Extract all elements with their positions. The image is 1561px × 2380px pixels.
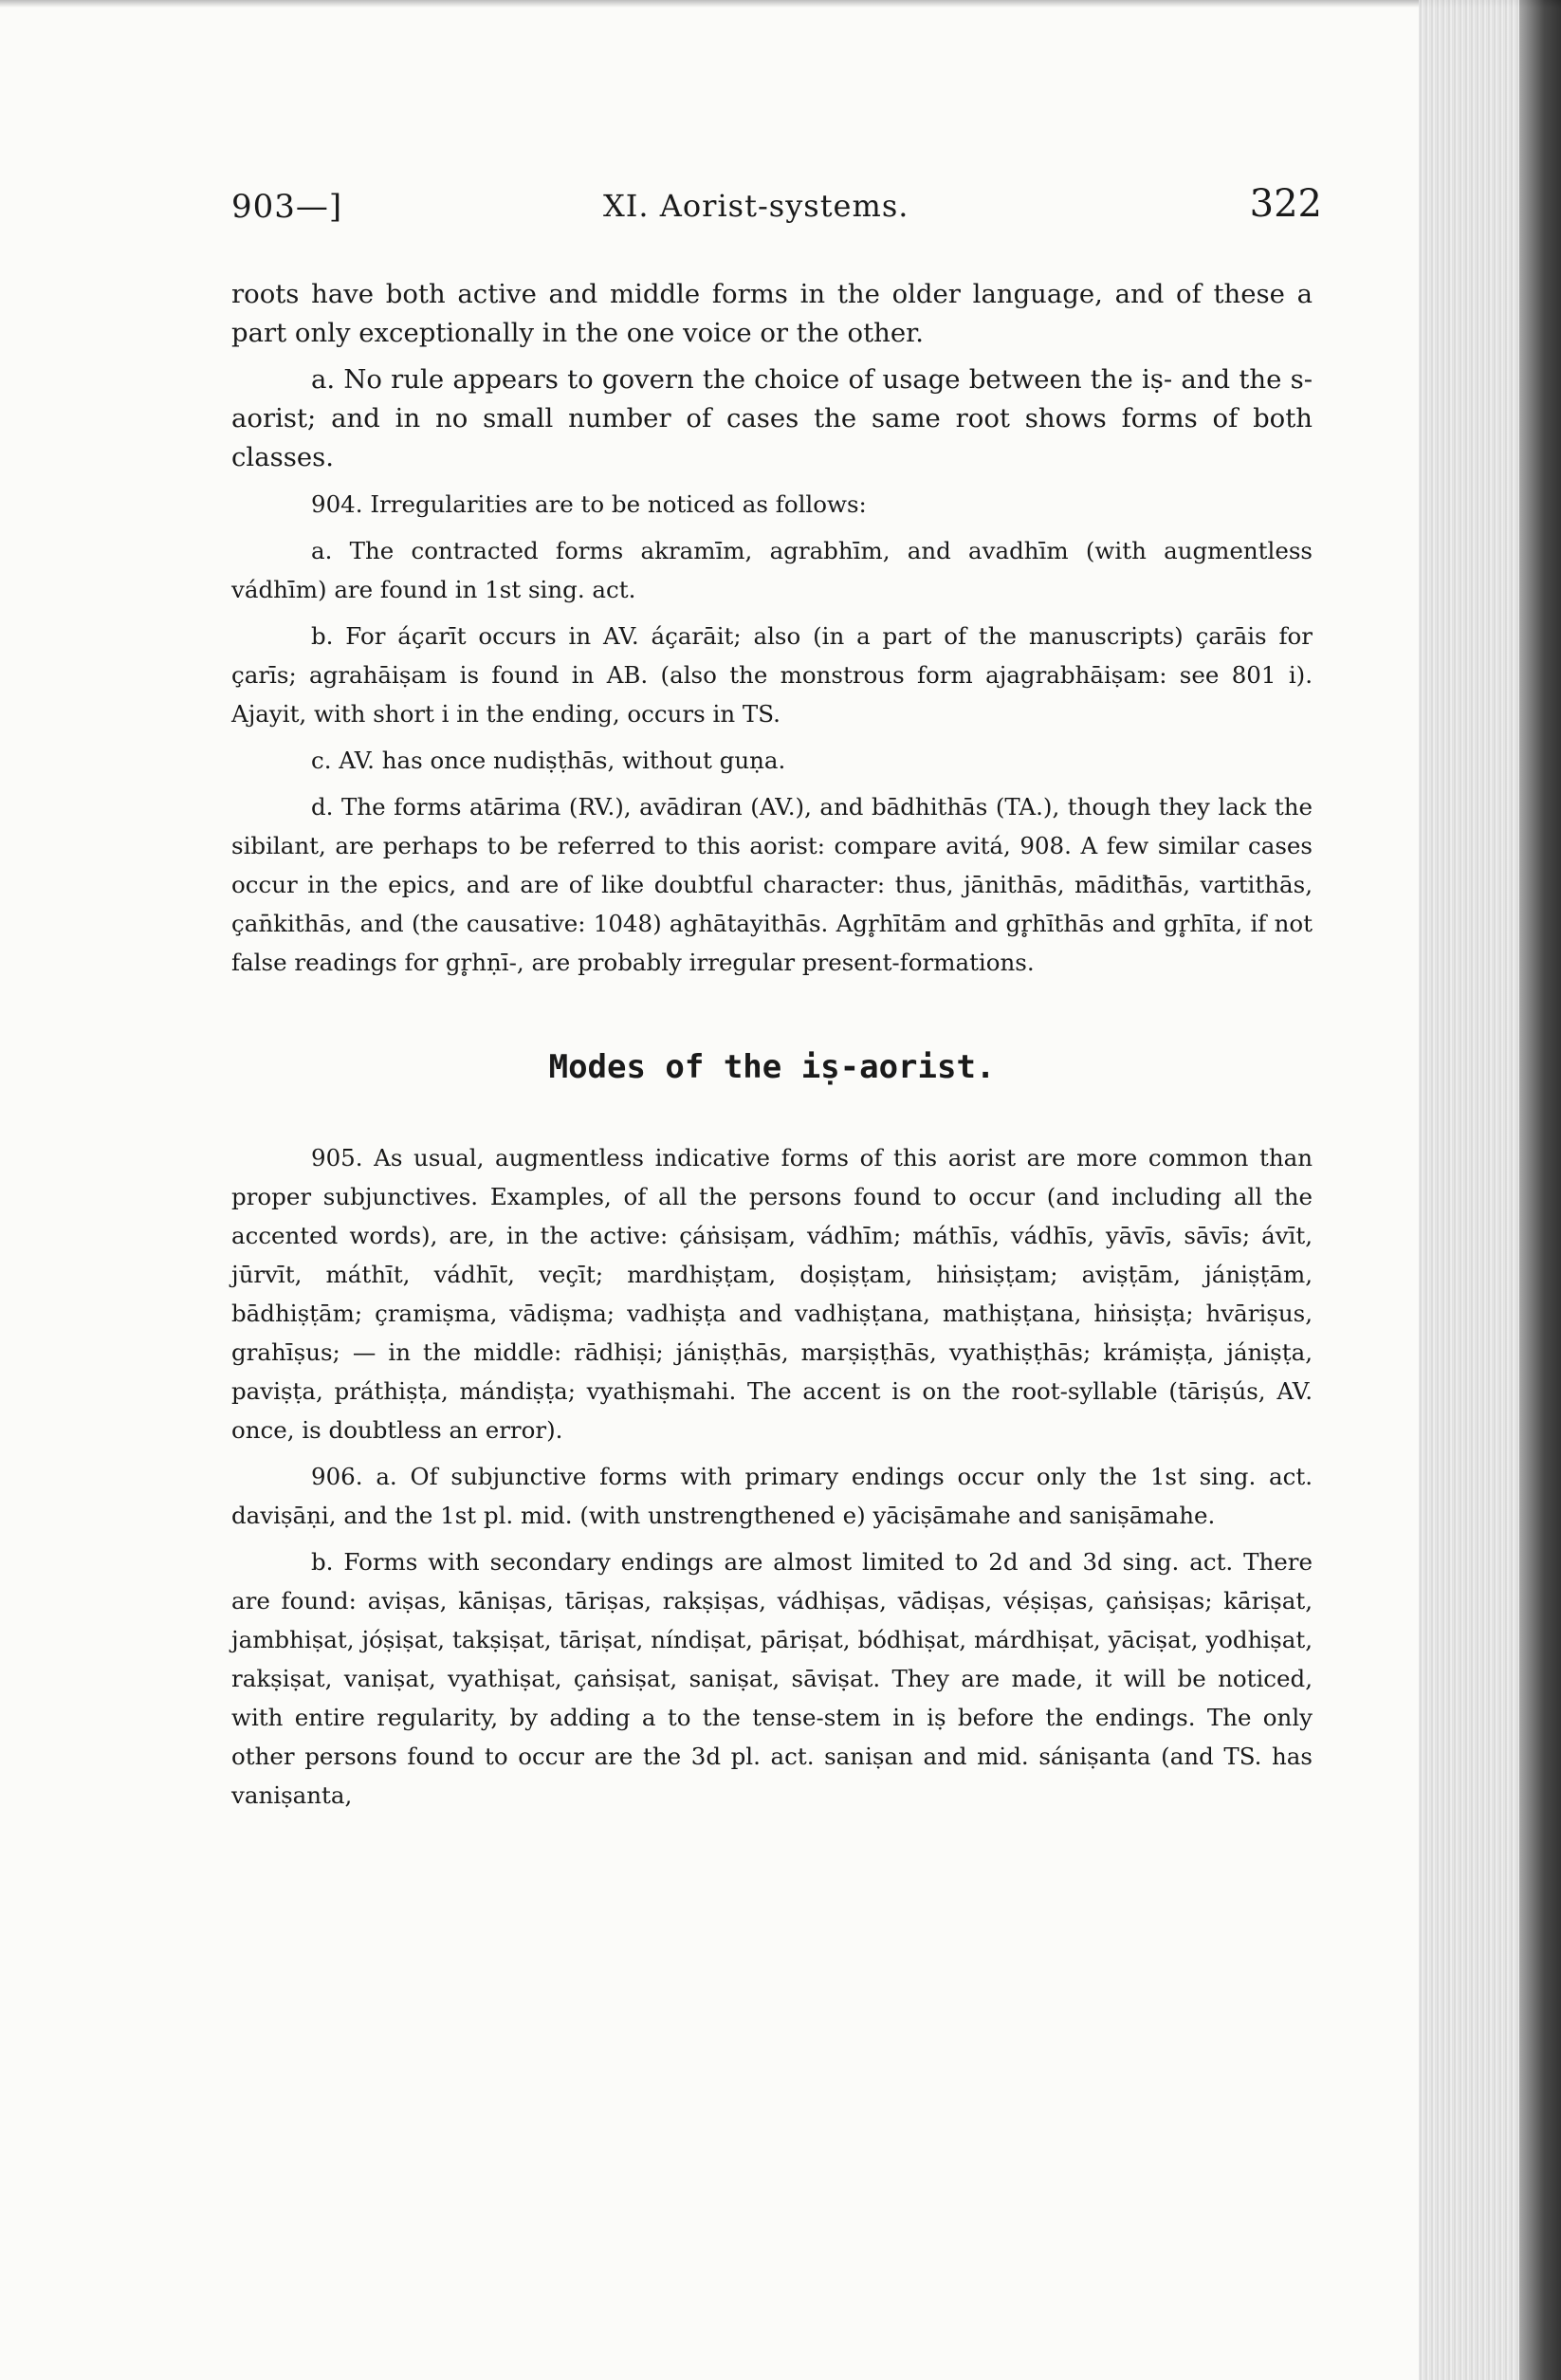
running-header [231, 182, 1322, 226]
scan-binding-shadow [1519, 0, 1561, 2380]
section-reference: 903—] [231, 188, 343, 226]
page-number: 322 [1249, 182, 1322, 226]
paragraph-906a: 906. a. Of subjunctive forms with primary endings occur only the 1st sing. act. daviṣāṇi, and the 1st pl. mid. (with unstrengthened e) yāciṣāmahe and saniṣāmahe. [231, 1463, 1313, 1529]
chapter-title: XI. Aorist-systems. [603, 188, 909, 224]
paragraph-904c: c. AV. has once nudiṣṭhās, without guṇa. [311, 747, 786, 774]
paragraph-906b: b. Forms with secondary endings are almost limited to 2d and 3d sing. act. There are found: aviṣas, kā̇niṣas, tāriṣas, rakṣiṣas, vádhiṣas, vā̇diṣas, véṣiṣas, çaṅsiṣas; kā̇riṣat, jambhiṣat, jóṣiṣat, takṣiṣat, tāriṣat, níndiṣat, pā̇riṣat, bódhiṣat, márdhiṣat, yāciṣat, yodhiṣat, rakṣiṣat, vaniṣat, vyathiṣat, çaṅsiṣat, saniṣat, sāviṣat. They are made, it will be noticed, with entire regularity, by adding a to the tense-stem in iṣ before the endings. The only other persons found to occur are the 3d pl. act. saniṣan and mid. sániṣanta (and TS. has vaniṣanta, [231, 1548, 1313, 1809]
paragraph-continuation: roots have both active and middle forms in the older language, and of these a part only exceptionally in the one voice or the other. [231, 279, 1313, 348]
section-heading: Modes of the iṣ-aorist. [548, 1048, 996, 1086]
paragraph-904d: d. The forms atārima (RV.), avādiran (AV.), and bādhithās (TA.), though they lack the sibilant, are perhaps to be referred to this aorist: compare avitá, 908. A few similar cases occur in the epics, and are of like doubtful character: thus, jānithās, māditħās, vartithās, çan̄kithās, and (the causative: 1048) aghātayithās. Agr̥hītām and gr̥hīthās and gr̥hīta, if not false readings for gr̥hṇī-, are probably irregular present-formations. [231, 793, 1313, 976]
paragraph-905: 905. As usual, augmentless indicative forms of this aorist are more common than proper subjunctives. Examples, of all the persons found to occur (and including all the accented words), are, in the active: çáṅsiṣam, vádhīm; máthīs, vádhīs, yāvīs, sāvīs; ávīt, jūrvīt, máthīt, vádhīt, veçīt; mardhiṣṭam, doṣiṣṭam, hiṅsiṣṭam; aviṣṭām, jániṣṭām, bādhiṣṭām; çramiṣma, vādiṣma; vadhiṣṭa and vadhiṣṭana, mathiṣṭana, hiṅsiṣṭa; hvāriṣus, grahīṣus; — in the middle: rādhiṣi; jániṣṭhās, marṣiṣṭhās, vyathiṣṭhās; krámiṣṭa, jániṣṭa, paviṣṭa, práthiṣṭa, mándiṣṭa; vyathiṣmahi. The accent is on the root-syllable (tāriṣús, AV. once, is doubtless an error). [231, 1144, 1313, 1444]
paragraph-904b: b. For áçarīt occurs in AV. áçarāit; also (in a part of the manuscripts) çarāis for çarīs; agrahāiṣam is found in AB. (also the monstrous form ajagrabhāiṣam: see 801 i). Ajayit, with short i in the ending, occurs in TS. [231, 622, 1313, 728]
paragraph-903a: a. No rule appears to govern the choice of usage between the iṣ- and the s-aorist; and in no small number of cases the same root shows forms of both classes. [231, 364, 1313, 472]
body-text [231, 275, 1313, 1822]
scan-binding-edge [1419, 0, 1561, 2380]
scan-top-edge [0, 0, 1561, 8]
paragraph-904a: a. The contracted forms akramīm, agrabhīm, and avadhīm (with augmentless vádhīm) are found in 1st sing. act. [231, 537, 1313, 603]
paragraph-904: 904. Irregularities are to be noticed as follows: [311, 490, 867, 518]
